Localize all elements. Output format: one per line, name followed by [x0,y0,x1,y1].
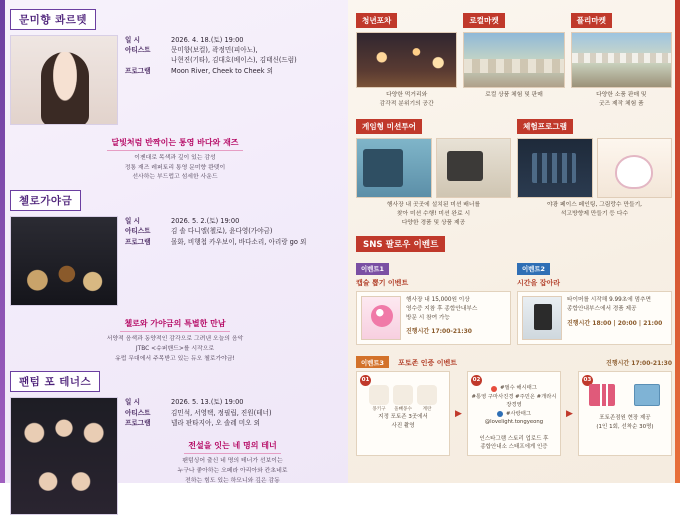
egg-icon [417,385,437,413]
card-caption: 야광 페이스 페인팅, 그림랑수 만들기, 석고방향제 만들기 등 다수 [546,202,643,218]
event-heading: 시간을 잡아라 [517,278,561,287]
section-row [10,216,340,306]
left-column [0,0,348,483]
artist-info [125,397,340,515]
gift-icon [589,384,615,406]
icon-label: 계란 [422,407,432,413]
highlight-line: JTBC <슈퍼밴드>를 시작으로 [135,345,215,352]
step-card [578,371,672,456]
highlight-body [125,457,340,486]
info-value: 문미향(보컬), 곽정민(피아노), [171,46,258,55]
step-number: 02 [471,375,482,386]
highlight-line: 전하는 힘도 있는 하모니와 깊은 감동 [185,477,280,484]
highlight-line: 서양적 음색과 동양적인 감각으로 그려낸 오늘의 음악 [106,336,244,343]
card-title: 로컬마켓 [463,13,504,28]
info-value: 몰화, 비행첩 카우보이, 바다소리, 아리랑 go 외 [171,237,307,246]
step-number: 01 [360,375,371,386]
highlight-block [10,311,340,364]
info-value: 넬라 판타지아, 오 솔레 미오 외 [171,418,261,427]
owl-icon [393,385,413,413]
highlight-line: 팬텀싱어 출신 네 명의 테너가 선보이는 [182,458,283,465]
tag-text: #필수 해시태그 [500,385,537,392]
program-section-1 [10,8,340,183]
heart-dot-icon [497,411,503,417]
step-caption: 인스타그램 스토리 업로드 후 종합안내소 스태프에게 인증 [479,435,549,451]
highlight-title: 첼로와 가야금의 특별한 만남 [120,317,229,332]
event-box [356,291,511,345]
highlight-line: 유럽 무대에서 주목받고 있는 듀오 첼로가야금! [115,355,235,362]
tag-text: #통영 구마사진경 #주민온 #개라시장경영 [471,393,557,409]
right-column [348,0,680,483]
info-key: 아티스트 [125,227,151,236]
info-line [125,45,340,55]
step-caption: 포토존점원 현장 제공 (1인 1회, 선착순 30명) [596,415,654,430]
highlight-line: 누구나 좋아하는 오페라 아리아와 칸초네로 [177,467,288,474]
info-key: 일 시 [125,36,141,44]
info-key: 아티스트 [125,46,151,55]
artist-photo [10,216,118,306]
step-card [356,371,450,456]
card-image [356,32,457,88]
event-badge: 이벤트1 [356,263,389,275]
event-time: 진행시간 17:00-21:30 [606,360,672,368]
section-row [10,35,340,125]
info-line [125,216,340,226]
card-image [597,138,673,198]
info-key: 프로그램 [125,237,151,246]
info-value: 김 솔 다니엘(첼로), 윤다영(가야금) [171,227,273,236]
info-line [125,226,340,236]
info-key: 프로그램 [125,66,151,75]
program-section-3 [10,370,340,515]
card-caption: 다양한 소품 판매 및 굿즈 제작 체험 품 [596,92,647,107]
info-value: 김민석, 서영택, 정필립, 진원(테너) [171,408,272,417]
info-value: 나현진(기타), 김대호(베이스), 김태신(드럼) [171,56,297,65]
highlight-line: 선사하는 부드럽고 섬세한 사운드 [132,174,218,181]
highlight-line: 정통 재즈 레퍼토리 통영 문미향 콴텟이 [124,164,226,171]
highlight-line: 이젠대로 목색과 깊이 있는 감성 [134,155,216,161]
event-badge: 이벤트2 [517,263,550,275]
info-key: 아티스트 [125,408,151,417]
card-image [356,138,432,198]
icon-label: 올빼몽수 [394,407,412,413]
info-value: 2026. 4. 18.(토) 19:00 [171,36,244,44]
tag-line [471,384,557,392]
card-image [517,138,593,198]
gachapon-icon [361,296,401,340]
event-box [517,291,672,345]
highlight-title: 달빛처럼 반짝이는 통영 바다와 재즈 [107,136,242,151]
program-card [517,114,672,227]
info-key: 프로그램 [125,418,151,427]
event-badge: 이벤트3 [356,356,389,368]
card-image [463,32,564,88]
icon-label: 몽키구 [372,407,386,413]
event-time: 진행시간 18:00 | 20:00 | 21:00 [567,319,663,327]
event-time: 진행시간 17:00-21:30 [406,328,472,336]
required-dot-icon [491,386,497,392]
event-2 [517,256,672,345]
info-value: 2026. 5. 2.(토) 19:00 [171,217,240,226]
info-line [125,55,340,65]
info-line [125,408,340,418]
hashtag-box [471,384,557,426]
highlight-block [10,130,340,183]
artist-info [125,35,340,125]
tag-text: #사랑태그 [506,410,531,417]
event-grid [356,256,672,345]
step-card [467,371,561,456]
artist-info [125,216,340,306]
card-caption: 다양한 먹거리와 감각적 분위기의 공간 [379,92,434,107]
info-line [125,66,340,76]
balloon-icon [369,385,389,413]
info-line [125,35,340,45]
highlight-body [10,154,340,183]
artist-photo [10,397,118,515]
step-number: 03 [582,375,593,386]
event-1 [356,256,511,345]
info-value: Moon River, Cheek to Cheek 외 [171,66,274,75]
info-line [125,418,340,428]
program-card [356,114,511,227]
info-key [125,55,171,65]
program-section-2 [10,189,340,364]
section-title: 문미향 콰르텟 [10,9,96,30]
sns-event-section [356,232,672,456]
market-cards [356,8,672,108]
timer-kiosk-icon [522,296,562,340]
step-icons [360,385,446,413]
card-image [571,32,672,88]
info-line [125,397,340,407]
arrow-icon: ▶ [455,408,462,419]
card-image [436,138,512,198]
market-card [571,8,672,108]
section-title: 첼로가야금 [10,190,81,211]
event-heading: 캡슐 뽑기 이벤트 [356,278,409,287]
highlight-block [125,433,340,486]
card-title: 게임형 미션투어 [356,119,422,134]
event-steps [356,371,672,456]
card-caption: 로컬 상품 체험 및 판매 [485,92,543,98]
info-value: 2026. 5. 13.(토) 19:00 [171,398,244,407]
market-card [356,8,457,108]
event-heading: 포토존 인증 이벤트 [398,358,458,367]
info-line [125,237,340,247]
market-card [463,8,564,108]
step-caption: 지정 포토존 3곳에서 사진 촬영 [378,414,428,429]
card-caption: 행사장 내 곳곳에 설치된 미션 배너를 찾아 미션 수행! 미션 완료 시 다양한 경품 및 상품 제공 [386,202,481,226]
artist-photo [10,35,118,125]
event-text: 타이머를 시작해 9.99초에 멈추면 종합안내부스에서 경품 제공 [567,296,652,312]
section-title: 팬텀 포 테너스 [10,371,100,392]
section-row [10,397,340,515]
tag-line [471,410,557,418]
info-key: 일 시 [125,217,141,226]
tag-text: @lovelight.tongyeong [484,419,544,426]
highlight-title: 전설을 잇는 네 명의 테너 [184,439,280,454]
card-title: 청년포차 [356,13,397,28]
photo-icon [634,384,660,406]
arrow-icon: ▶ [566,408,573,419]
highlight-body [10,335,340,364]
reward-icons [582,384,668,406]
event-text: 행사장 내 15,000원 이상 영수증 지참 후 종합안내부스 방문 시 참여 가능 [406,296,478,321]
card-title: 플리마켓 [571,13,612,28]
program-cards [356,114,672,227]
sns-title: SNS 팔로우 이벤트 [356,236,445,252]
info-key: 일 시 [125,398,141,407]
card-title: 체험프로그램 [517,119,573,134]
